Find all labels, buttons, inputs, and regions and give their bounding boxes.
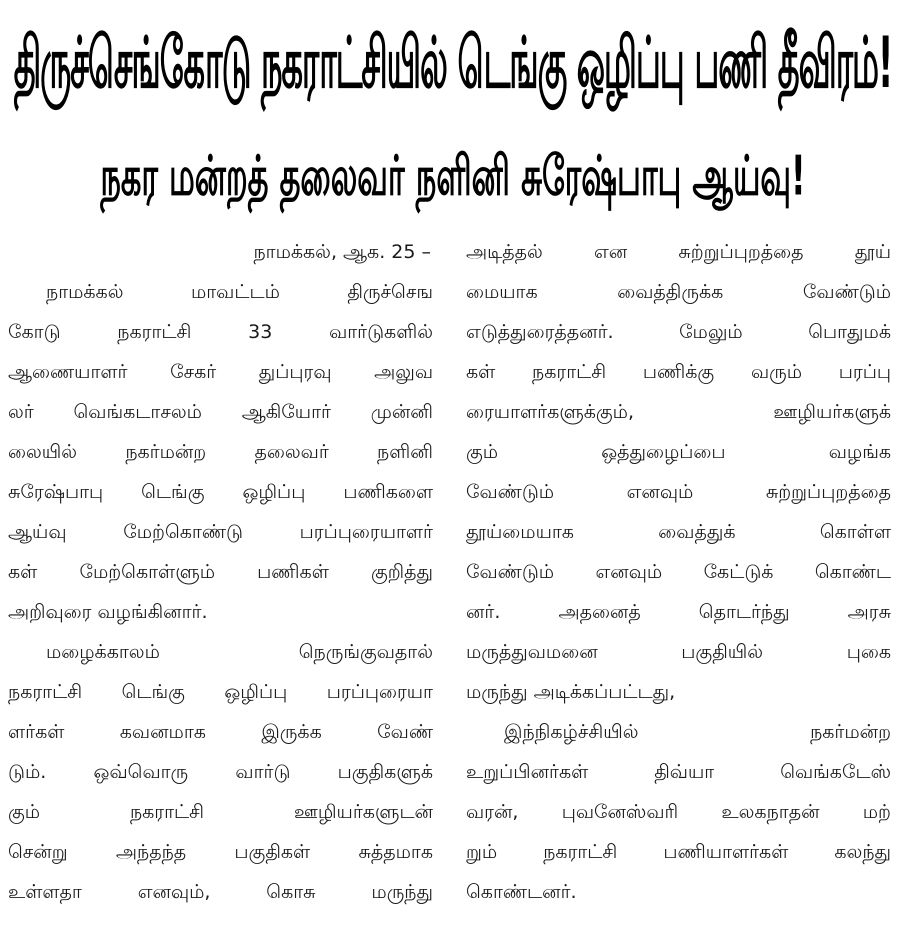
article-line [8, 792, 433, 832]
dateline: நாமக்கல், ஆக. 25 – [253, 241, 431, 263]
article-word: எனவும் [626, 481, 694, 503]
article-word: லையில் [8, 441, 78, 463]
article-line [466, 272, 891, 312]
article-line [8, 872, 433, 912]
article-word: நகராட்சி [543, 841, 618, 863]
article-word: மேற்கொண்டு [123, 521, 243, 543]
article-word: பரப்புரையா [326, 681, 433, 703]
article-word: இந்நிகழ்ச்சியில் [504, 721, 639, 743]
article-word: பணிகளை [343, 481, 433, 503]
article-word: வரும் [750, 361, 803, 383]
article-word: பணிகள் [257, 561, 329, 583]
article-word: வைத்துக் [658, 521, 736, 543]
article-word: தூய்மையாக [466, 521, 574, 543]
article-word: ஒத்துழைப்பை [601, 441, 726, 463]
article-word: மழைக்காலம் [46, 641, 160, 663]
article-word: கள் [8, 561, 38, 583]
article-word: வைத்திருக்க [617, 281, 724, 303]
article-line [466, 232, 891, 272]
article-word: பகுதியில் [681, 641, 764, 663]
article-word: புகை [846, 641, 891, 663]
article-word: தலைவர் [254, 441, 329, 463]
article-word: அடித்தல் [466, 241, 543, 263]
article-word: வெங்கடேஸ் [780, 761, 891, 783]
article-word: சேகர் [170, 361, 217, 383]
article-word: முன்னி [370, 401, 433, 423]
article-word: டெங்கு [141, 481, 205, 503]
article-word: மேற்கொள்ளும் [79, 561, 215, 583]
article-line [466, 312, 891, 352]
article-line [466, 592, 891, 632]
article-word: சுரேஷ்பாபு [8, 481, 104, 503]
article-word: நகராட்சி [8, 681, 83, 703]
article-column-left [8, 232, 433, 912]
article-word: திவ்யா [654, 761, 715, 783]
article-word: மாவட்டம் [190, 281, 280, 303]
article-word: சுற்றுப்புறத்தை [765, 481, 891, 503]
article-word: எடுத்துரைத்தனர். [466, 321, 614, 343]
article-word: கும் [466, 441, 499, 463]
article-word: அந்தந்த [115, 841, 187, 863]
article-line [8, 552, 433, 592]
article-word: னர். [466, 601, 501, 623]
article-word: வழங்க [828, 441, 891, 463]
article-word: பணியாளர்கள் [663, 841, 789, 863]
article-word: ஊழியர்களுடன் [293, 801, 433, 823]
article-word: கலந்து [834, 841, 891, 863]
article-word: மேலும் [679, 321, 743, 343]
article-line [466, 792, 891, 832]
article-word: உலகநாதன் [721, 801, 820, 823]
article-line [466, 472, 891, 512]
article-line [8, 712, 433, 752]
article-word: உறுப்பினர்கள் [466, 761, 589, 783]
article-line [466, 512, 891, 552]
article-word: நகராட்சி [117, 321, 192, 343]
article-word: இருக்க [261, 721, 322, 743]
article-line [8, 352, 433, 392]
article-word: டும். [8, 761, 47, 783]
article-word: கவனமாக [119, 721, 206, 743]
article-word: மருத்துவமனை [466, 641, 598, 663]
article-word: பகுதிகள் [234, 841, 311, 863]
article-word: பரப்பு [838, 361, 891, 383]
article-line [466, 632, 891, 672]
article-word: வார்டுகளில் [329, 321, 433, 343]
article-word: றும் [466, 841, 498, 863]
article-line [466, 712, 891, 752]
article-word: நகராட்சி [129, 801, 205, 823]
article-line [8, 512, 433, 552]
article-line [466, 392, 891, 432]
article-word: ஒழிப்பு [224, 681, 288, 703]
article-line [8, 432, 433, 472]
article-word: ஆணையாளர் [8, 361, 128, 383]
article-line: அறிவுரை வழங்கினார். [8, 601, 208, 623]
article-word: நகர்மன்ற [125, 441, 207, 463]
article-word: துப்புரவு [258, 361, 332, 383]
article-word: கும் [8, 801, 41, 823]
article-word: 33 [248, 321, 273, 343]
article-word: அதனைத் [558, 601, 641, 623]
article-word: நெருங்குவதால் [298, 641, 433, 663]
article-word: பணிக்கு [642, 361, 715, 383]
article-word: நாமக்கல் [46, 281, 124, 303]
article-word: வேண்டும் [466, 561, 555, 583]
article-word: தூய் [854, 241, 891, 263]
article-word: திருச்செங [347, 281, 433, 303]
article-word: ளர்கள் [8, 721, 65, 743]
article-word: மற் [862, 801, 891, 823]
article-word: ஊழியர்களுக் [773, 401, 891, 423]
article-word: தொடர்ந்து [698, 601, 790, 623]
article-word: நளினி [377, 441, 433, 463]
article-word: சென்று [8, 841, 68, 863]
article-word: வேண்டும் [802, 281, 891, 303]
article-word: கோடு [8, 321, 61, 343]
article-word: கொள்ள [819, 521, 891, 543]
article-word: டெங்கு [121, 681, 185, 703]
headline-main: திருச்செங்கோடு நகராட்சியில் டெங்கு ஒழிப்பு பணி தீவிரம்! [13, 22, 893, 104]
article-word: நகராட்சி [532, 361, 607, 383]
article-word: லர் [8, 401, 34, 423]
article-word: ஆகியோர் [241, 401, 331, 423]
article-line [8, 632, 433, 672]
article-word: ஒவ்வொரு [93, 761, 189, 783]
article-word: நகர்மன்ற [810, 721, 891, 743]
article-line: மருந்து அடிக்கப்பட்டது, [466, 681, 676, 703]
article-word: பரப்புரையாளர் [299, 521, 433, 543]
article-line [8, 272, 433, 312]
article-word: பகுதிகளுக் [337, 761, 433, 783]
article-word: எனவும், [137, 881, 211, 903]
article-word: கேட்டுக் [703, 561, 774, 583]
article-line [466, 752, 891, 792]
article-word: ஆய்வு [8, 521, 67, 543]
article-line [466, 552, 891, 592]
headline-sub: நகர மன்றத் தலைவர் நளினி சுரேஷ்பாபு ஆய்வு! [100, 143, 806, 209]
article-word: அலுவ [374, 361, 433, 383]
article-line [8, 312, 433, 352]
article-word: கள் [466, 361, 496, 383]
article-word: சுற்றுப்புறத்தை [678, 241, 804, 263]
article-word: வார்டு [235, 761, 291, 783]
article-line [8, 392, 433, 432]
article-word: ரையாளர்களுக்கும், [466, 401, 635, 423]
article-word: அரசு [847, 601, 891, 623]
article-word: பொதுமக் [808, 321, 891, 343]
article-line [8, 752, 433, 792]
article-word: புவனேஸ்வரி [561, 801, 679, 823]
article-line [8, 672, 433, 712]
article-line [466, 352, 891, 392]
article-line [466, 432, 891, 472]
article-line [8, 472, 433, 512]
article-word: வரன், [466, 801, 519, 823]
article-word: குறித்து [371, 561, 433, 583]
article-word: கொசு [266, 881, 316, 903]
article-word: மருந்து [371, 881, 433, 903]
article-word: மையாக [466, 281, 538, 303]
article-column-right [466, 232, 891, 912]
article-word: எனவும் [595, 561, 663, 583]
article-word: வெங்கடாசலம் [73, 401, 202, 423]
article-line [466, 832, 891, 872]
article-word: வேண் [377, 721, 433, 743]
article-word: கொண்ட [814, 561, 891, 583]
article-word: என [593, 241, 628, 263]
article-word: ஒழிப்பு [242, 481, 306, 503]
article-word: வேண்டும் [466, 481, 555, 503]
article-word: சுத்தமாக [358, 841, 433, 863]
article-word: உள்ளதா [8, 881, 82, 903]
article-line: கொண்டனர். [466, 881, 577, 903]
article-line [8, 832, 433, 872]
